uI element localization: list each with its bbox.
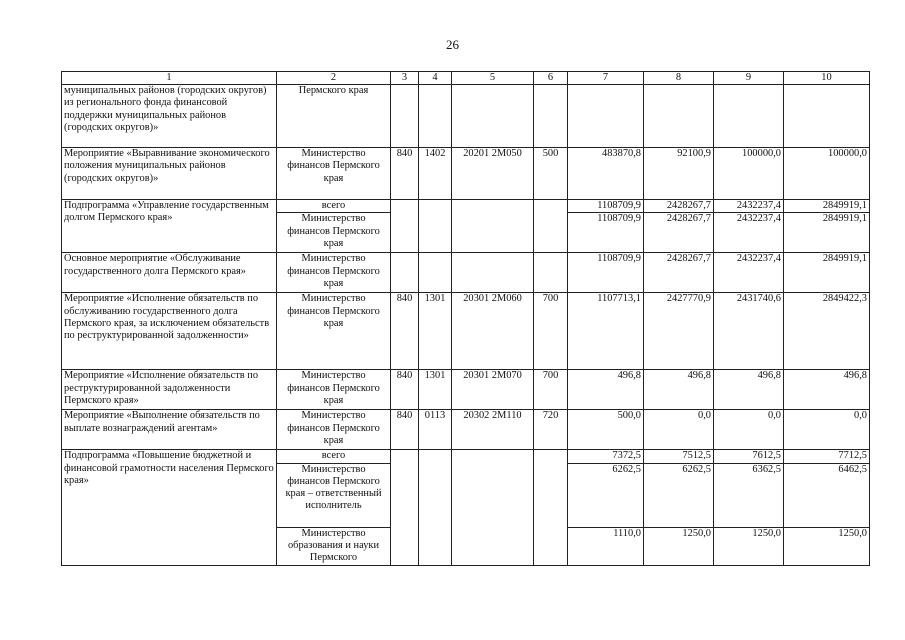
row-col9: 6362,5: [714, 463, 784, 527]
row-col6: [534, 253, 568, 293]
row-name: Основное мероприятие «Обслуживание государственного долга Пермского края»: [62, 253, 277, 293]
row-col10: 0,0: [784, 410, 870, 450]
row-name: муниципальных районов (городских округов) из регионального фонда финансовой поддержки муниципальных районов (городских округов)»: [62, 85, 277, 148]
row-col10: 2849422,3: [784, 293, 870, 370]
row-col7: 496,8: [568, 370, 644, 410]
row-col9: 2432237,4: [714, 200, 784, 213]
column-header: 5: [452, 72, 534, 85]
row-col3: [391, 463, 419, 527]
row-col5: [452, 450, 534, 463]
row-col4: [419, 253, 452, 293]
column-header: 1: [62, 72, 277, 85]
row-col9: 2432237,4: [714, 213, 784, 253]
row-col3: 840: [391, 293, 419, 370]
row-col5: [452, 200, 534, 213]
table-row: [62, 293, 870, 370]
row-executor: Министерство финансов Пермского края – ответственный исполнитель: [277, 463, 391, 527]
row-col3: [391, 85, 419, 148]
row-col7: 1110,0: [568, 527, 644, 565]
row-col4: 0113: [419, 410, 452, 450]
row-col3: [391, 527, 419, 565]
row-col6: [534, 450, 568, 463]
row-col9: 496,8: [714, 370, 784, 410]
row-executor: Министерство финансов Пермского края: [277, 410, 391, 450]
row-col7: 500,0: [568, 410, 644, 450]
row-col7: 1108709,9: [568, 213, 644, 253]
column-header: 8: [644, 72, 714, 85]
row-col6: [534, 527, 568, 565]
row-col5: [452, 213, 534, 253]
row-col4: [419, 527, 452, 565]
row-col7: 483870,8: [568, 148, 644, 200]
column-header: 2: [277, 72, 391, 85]
table-row: [62, 85, 870, 148]
row-col9: 100000,0: [714, 148, 784, 200]
row-col8: 496,8: [644, 370, 714, 410]
row-col7: [568, 85, 644, 148]
row-col9: 0,0: [714, 410, 784, 450]
row-col5: [452, 85, 534, 148]
row-col9: 1250,0: [714, 527, 784, 565]
column-header: 9: [714, 72, 784, 85]
row-col4: 1301: [419, 293, 452, 370]
row-col8: [644, 85, 714, 148]
column-header: 4: [419, 72, 452, 85]
row-col4: [419, 463, 452, 527]
row-col6: 700: [534, 370, 568, 410]
row-executor: Пермского края: [277, 85, 391, 148]
row-col9: 2431740,6: [714, 293, 784, 370]
row-col5: 20302 2M110: [452, 410, 534, 450]
row-col3: [391, 213, 419, 253]
row-col3: [391, 450, 419, 463]
row-col10: 2849919,1: [784, 213, 870, 253]
row-col9: 2432237,4: [714, 253, 784, 293]
row-col6: 720: [534, 410, 568, 450]
column-header: 10: [784, 72, 870, 85]
table-row: [62, 410, 870, 450]
row-executor: Министерство финансов Пермского края: [277, 293, 391, 370]
row-col7: 1108709,9: [568, 253, 644, 293]
column-header: 3: [391, 72, 419, 85]
row-col6: 700: [534, 293, 568, 370]
row-col4: 1301: [419, 370, 452, 410]
table-row: [62, 253, 870, 293]
row-col6: [534, 213, 568, 253]
row-col10: 2849919,1: [784, 200, 870, 213]
row-executor: всего: [277, 450, 391, 463]
row-col10: 2849919,1: [784, 253, 870, 293]
row-col4: [419, 213, 452, 253]
row-col3: 840: [391, 410, 419, 450]
row-col4: 1402: [419, 148, 452, 200]
row-executor: Министерство финансов Пермского края: [277, 253, 391, 293]
row-name: Мероприятие «Выравнивание экономического положения муниципальных районов (городских округов)»: [62, 148, 277, 200]
row-col10: 6462,5: [784, 463, 870, 527]
row-col7: 7372,5: [568, 450, 644, 463]
row-col8: 2428267,7: [644, 200, 714, 213]
row-col9: [714, 85, 784, 148]
row-col6: [534, 85, 568, 148]
row-col5: [452, 253, 534, 293]
row-col8: 6262,5: [644, 463, 714, 527]
row-col8: 2427770,9: [644, 293, 714, 370]
row-name: Мероприятие «Исполнение обязательств по реструктурированной задолженности Пермского края»: [62, 370, 277, 410]
page-number: 26: [446, 37, 459, 52]
row-col8: 7512,5: [644, 450, 714, 463]
row-col4: [419, 200, 452, 213]
row-col6: 500: [534, 148, 568, 200]
row-col5: 20301 2M060: [452, 293, 534, 370]
table-row: [62, 148, 870, 200]
table-header-row: [62, 72, 870, 85]
row-col7: 1107713,1: [568, 293, 644, 370]
row-name: Мероприятие «Выполнение обязательств по выплате вознаграждений агентам»: [62, 410, 277, 450]
row-col6: [534, 200, 568, 213]
row-col5: 20201 2M050: [452, 148, 534, 200]
row-col8: 2428267,7: [644, 213, 714, 253]
column-header: 6: [534, 72, 568, 85]
row-col3: [391, 200, 419, 213]
row-col8: 0,0: [644, 410, 714, 450]
row-col5: [452, 463, 534, 527]
row-name: Подпрограмма «Управление государственным долгом Пермского края»: [62, 200, 277, 253]
row-col10: 496,8: [784, 370, 870, 410]
row-col9: 7612,5: [714, 450, 784, 463]
row-col7: 1108709,9: [568, 200, 644, 213]
row-col4: [419, 450, 452, 463]
row-col8: 92100,9: [644, 148, 714, 200]
row-col10: 7712,5: [784, 450, 870, 463]
row-col6: [534, 463, 568, 527]
row-executor: Министерство финансов Пермского края: [277, 370, 391, 410]
row-name: Подпрограмма «Повышение бюджетной и финансовой грамотности населения Пермского края»: [62, 450, 277, 527]
row-col8: 2428267,7: [644, 253, 714, 293]
row-executor: Министерство финансов Пермского края: [277, 213, 391, 253]
row-name: Мероприятие «Исполнение обязательств по обслуживанию государственного долга Пермского края, за исключением обязательств по реструктурированной задолженности»: [62, 293, 277, 370]
row-executor: всего: [277, 200, 391, 213]
row-col3: 840: [391, 370, 419, 410]
row-col5: 20301 2M070: [452, 370, 534, 410]
row-executor: Министерство финансов Пермского края: [277, 148, 391, 200]
row-col3: 840: [391, 148, 419, 200]
row-col10: 1250,0: [784, 527, 870, 565]
row-col8: 1250,0: [644, 527, 714, 565]
row-col10: [784, 85, 870, 148]
table-row: [62, 527, 870, 565]
row-col4: [419, 85, 452, 148]
program-funding-table: [61, 71, 870, 566]
table-row: [62, 450, 870, 463]
table-row: [62, 370, 870, 410]
row-col3: [391, 253, 419, 293]
row-col10: 100000,0: [784, 148, 870, 200]
table-row: [62, 200, 870, 213]
row-col7: 6262,5: [568, 463, 644, 527]
row-name: [62, 527, 277, 565]
row-col5: [452, 527, 534, 565]
row-executor: Министерство образования и науки Пермского: [277, 527, 391, 565]
column-header: 7: [568, 72, 644, 85]
